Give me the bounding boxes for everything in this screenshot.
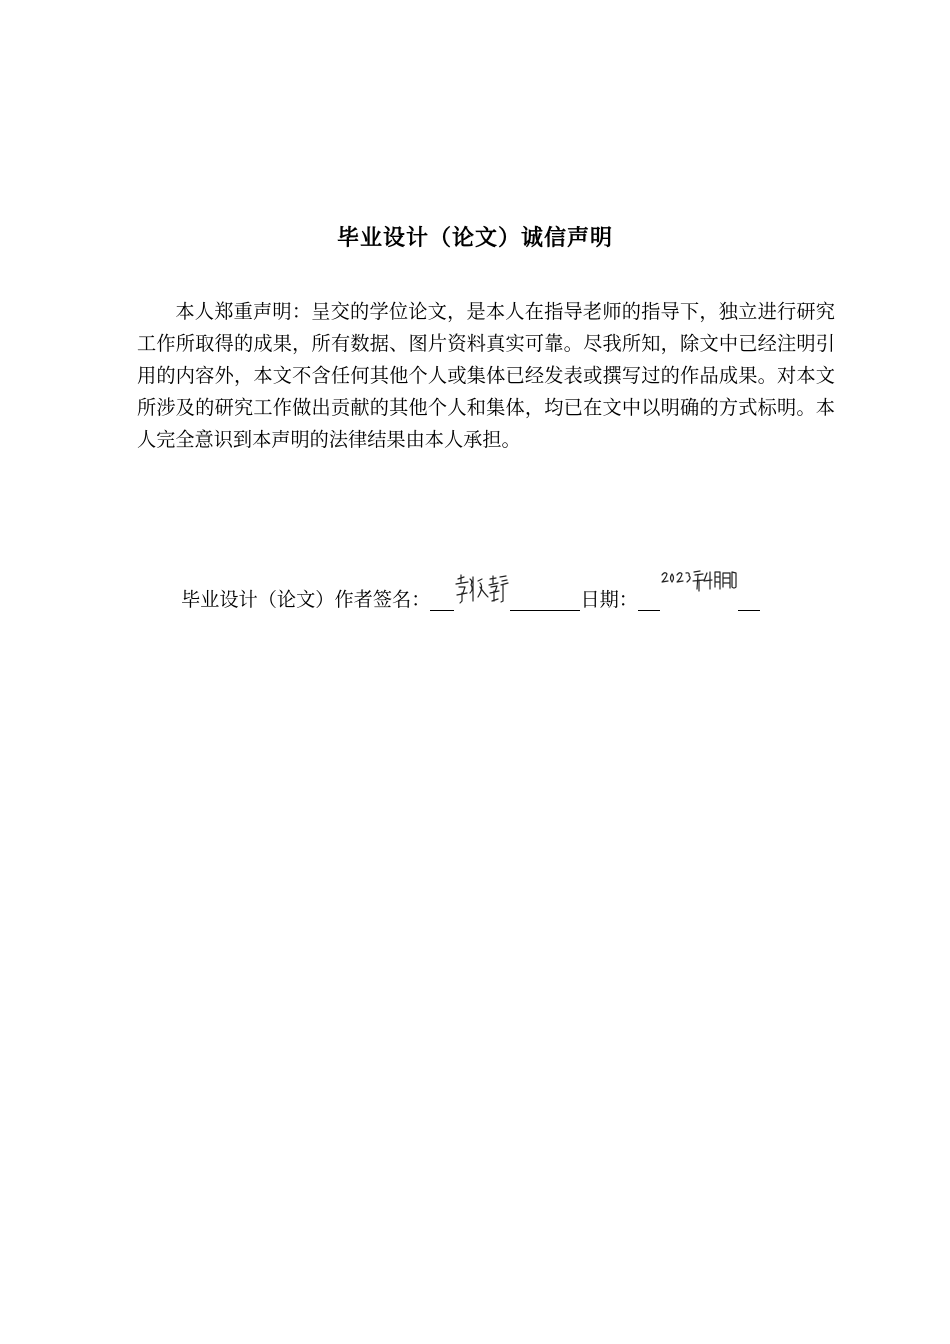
date-underline-start bbox=[638, 584, 660, 611]
signature-label: 毕业设计（论文）作者签名： bbox=[181, 588, 431, 611]
signature-underline-start bbox=[430, 584, 454, 611]
page-title: 毕业设计（论文）诚信声明 bbox=[336, 226, 613, 251]
declaration-paragraph: 本人郑重声明：呈交的学位论文，是本人在指导老师的指导下，独立进行研究工作所取得的成果，所有数据、图片资料真实可靠。尽我所知，除文中已经注明引用的内容外，本文不含任何其他个人或集体已经发表或撰写过的作品成果。对本文所涉及的研究工作做出贡献的其他个人和集体，均已在文中以明确的方式标明。本人完全意识到本声明的法律结果由本人承担。 bbox=[137, 300, 835, 451]
handwritten-date bbox=[660, 585, 738, 611]
date-label: 日期： bbox=[580, 588, 638, 611]
handwritten-signature bbox=[454, 585, 510, 611]
signature-underline-end bbox=[510, 584, 580, 611]
signature-line bbox=[181, 584, 821, 620]
date-underline-end bbox=[738, 584, 760, 611]
